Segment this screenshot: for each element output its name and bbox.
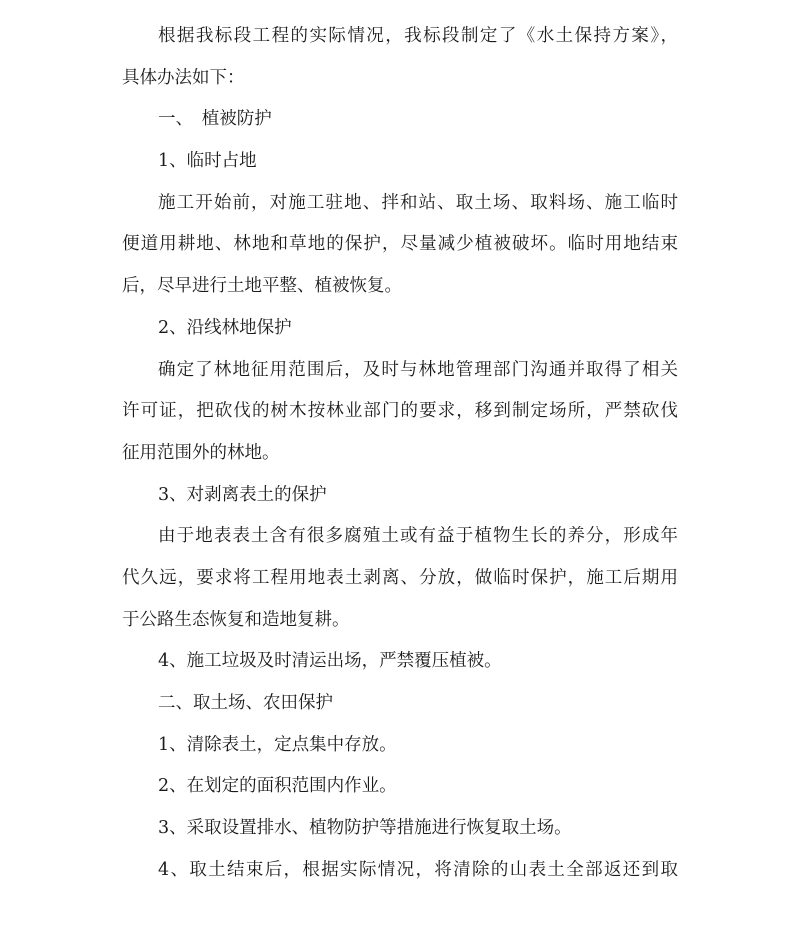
paragraph-forest-line-2: 许可证，把砍伐的树木按林业部门的要求，移到制定场所，严禁砍伐: [122, 401, 678, 422]
paragraph-forest-line-3: 征用范围外的林地。: [122, 442, 280, 463]
paragraph-intro-line-1: 根据我标段工程的实际情况，我标段制定了《水土保持方案》，: [158, 26, 678, 46]
item-return-topsoil: 4、取土结束后，根据实际情况，将清除的山表土全部返还到取: [158, 859, 678, 880]
paragraph-temporary-land-line-2: 便道用耕地、林地和草地的保护，尽量减少植被破坏。临时用地结束: [122, 234, 678, 255]
paragraph-forest-line-1: 确定了林地征用范围后，及时与林地管理部门沟通并取得了相关: [158, 359, 678, 380]
heading-topsoil-protection: 3、对剥离表土的保护: [158, 484, 327, 505]
paragraph-topsoil-line-1: 由于地表表土含有很多腐殖土或有益于植物生长的养分，形成年: [158, 526, 678, 547]
item-garbage-removal: 4、施工垃圾及时清运出场，严禁覆压植被。: [158, 651, 502, 672]
document-body: [122, 16, 678, 891]
heading-section-2: 二、取土场、农田保护: [158, 693, 333, 713]
paragraph-topsoil-line-2: 代久远，要求将工程用地表土剥离、分放，做临时保护，施工后期用: [122, 567, 678, 588]
paragraph-temporary-land-line-1: 施工开始前，对施工驻地、拌和站、取土场、取料场、施工临时: [158, 192, 678, 213]
heading-section-1: 一、 植被防护: [158, 109, 272, 130]
paragraph-topsoil-line-3: 于公路生态恢复和造地复耕。: [122, 609, 350, 630]
item-drainage-measures: 3、采取设置排水、植物防护等措施进行恢复取土场。: [158, 818, 572, 839]
item-work-in-area: 2、在划定的面积范围内作业。: [158, 776, 397, 797]
paragraph-intro-line-2: 具体办法如下：: [122, 67, 245, 88]
paragraph-temporary-land-line-3: 后，尽早进行土地平整、植被恢复。: [122, 276, 402, 297]
item-clear-topsoil: 1、清除表土，定点集中存放。: [158, 734, 397, 755]
heading-forest-protection: 2、沿线林地保护: [158, 317, 292, 338]
heading-temporary-land: 1、临时占地: [158, 151, 257, 172]
